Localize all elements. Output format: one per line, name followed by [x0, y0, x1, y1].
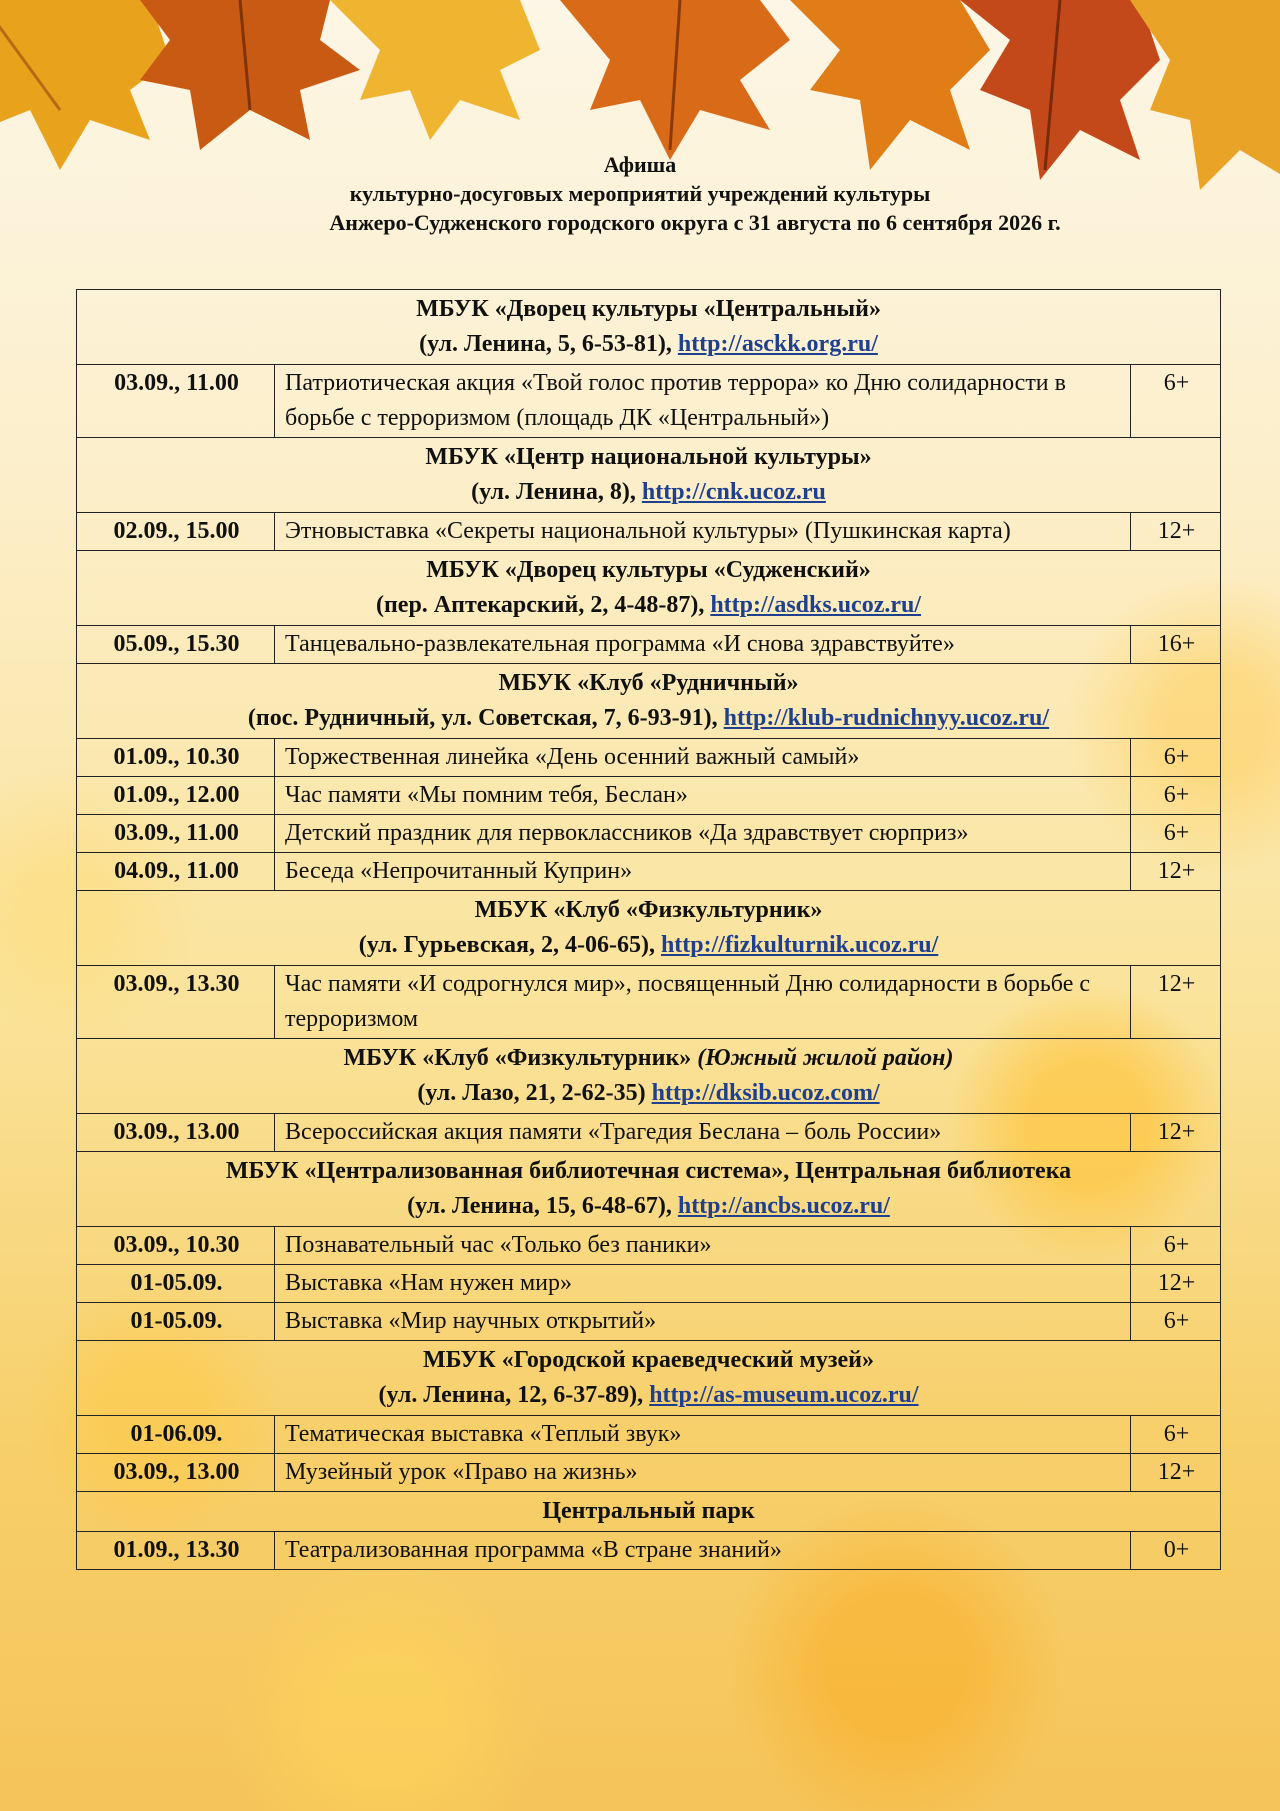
event-age-rating: 12+	[1131, 853, 1221, 891]
venue-link[interactable]: http://klub-rudnichnyy.ucoz.ru/	[723, 705, 1050, 731]
venue-row	[77, 551, 1221, 626]
venue-address: (ул. Гурьевская, 2, 4-06-65),	[358, 932, 655, 958]
venue-address-line	[83, 701, 1214, 736]
event-age-rating: 6+	[1131, 365, 1221, 438]
event-title: Патриотическая акция «Твой голос против террора» ко Дню солидарности в борьбе с терроризмом (площадь ДК «Центральный»)	[275, 365, 1131, 438]
venue-address-line	[83, 588, 1214, 623]
event-row	[77, 1532, 1221, 1570]
venue-address-line	[83, 327, 1214, 362]
venue-row	[77, 664, 1221, 739]
venue-name: МБУК «Центр национальной культуры»	[425, 444, 872, 470]
maple-leaf-icon	[140, 0, 360, 150]
event-age-rating: 12+	[1131, 513, 1221, 551]
event-row	[77, 626, 1221, 664]
venue-name: МБУК «Дворец культуры «Центральный»	[416, 296, 881, 322]
venue-name-line	[83, 1041, 1214, 1076]
event-age-rating: 6+	[1131, 739, 1221, 777]
venue-name: Центральный парк	[542, 1498, 755, 1524]
venue-row	[77, 1039, 1221, 1114]
event-title: Этновыставка «Секреты национальной культуры» (Пушкинская карта)	[275, 513, 1131, 551]
event-date: 01.09., 13.30	[77, 1532, 275, 1570]
event-date: 04.09., 11.00	[77, 853, 275, 891]
event-row	[77, 815, 1221, 853]
venue-link[interactable]: http://ancbs.ucoz.ru/	[677, 1193, 890, 1219]
venue-address-line	[83, 1076, 1214, 1111]
venue-name: МБУК «Клуб «Физкультурник»	[474, 897, 823, 923]
venue-address: (ул. Ленина, 8),	[471, 479, 636, 505]
event-date: 03.09., 13.30	[77, 966, 275, 1039]
event-row	[77, 966, 1221, 1039]
venue-link[interactable]: http://as-museum.ucoz.ru/	[649, 1382, 919, 1408]
event-row	[77, 1454, 1221, 1492]
event-age-rating: 0+	[1131, 1532, 1221, 1570]
venue-link[interactable]: http://asdks.ucoz.ru/	[710, 592, 922, 618]
event-date: 02.09., 15.00	[77, 513, 275, 551]
event-title: Познавательный час «Только без паники»	[275, 1227, 1131, 1265]
event-age-rating: 6+	[1131, 815, 1221, 853]
venue-row	[77, 1492, 1221, 1532]
maple-leaf-icon	[560, 0, 790, 160]
event-date: 03.09., 13.00	[77, 1114, 275, 1152]
event-date: 01-05.09.	[77, 1303, 275, 1341]
venue-row	[77, 290, 1221, 365]
event-row	[77, 777, 1221, 815]
maple-leaf-icon	[330, 0, 540, 140]
venue-address: (ул. Ленина, 15, 6-48-67),	[407, 1193, 672, 1219]
venue-row	[77, 891, 1221, 966]
event-age-rating: 6+	[1131, 1227, 1221, 1265]
event-title: Всероссийская акция памяти «Трагедия Беслана – боль России»	[275, 1114, 1131, 1152]
venue-link[interactable]: http://asckk.org.ru/	[677, 331, 878, 357]
poster-header	[0, 150, 1280, 237]
event-title: Детский праздник для первоклассников «Да здравствует сюрприз»	[275, 815, 1131, 853]
event-age-rating: 12+	[1131, 1114, 1221, 1152]
event-date: 03.09., 11.00	[77, 365, 275, 438]
event-row	[77, 1227, 1221, 1265]
event-date: 01-05.09.	[77, 1265, 275, 1303]
event-title: Час памяти «Мы помним тебя, Беслан»	[275, 777, 1131, 815]
event-title: Выставка «Нам нужен мир»	[275, 1265, 1131, 1303]
venue-link[interactable]: http://fizkulturnik.ucoz.ru/	[660, 932, 939, 958]
event-age-rating: 6+	[1131, 1416, 1221, 1454]
venue-address: (пос. Рудничный, ул. Советская, 7, 6-93-91),	[247, 705, 718, 731]
event-row	[77, 1303, 1221, 1341]
venue-name: МБУК «Городской краеведческий музей»	[423, 1347, 874, 1373]
event-date: 01.09., 12.00	[77, 777, 275, 815]
maple-leaf-icon	[790, 0, 990, 170]
event-row	[77, 853, 1221, 891]
event-row	[77, 513, 1221, 551]
venue-name-note: (Южный жилой район)	[697, 1045, 954, 1071]
venue-address-line	[83, 928, 1214, 963]
event-title: Театрализованная программа «В стране знаний»	[275, 1532, 1131, 1570]
events-table	[76, 289, 1221, 1570]
venue-name: МБУК «Клуб «Физкультурник»	[343, 1045, 692, 1071]
venue-address: (пер. Аптекарский, 2, 4-48-87),	[375, 592, 705, 618]
event-date: 03.09., 11.00	[77, 815, 275, 853]
venue-row	[77, 438, 1221, 513]
venue-row	[77, 1341, 1221, 1416]
event-age-rating: 12+	[1131, 966, 1221, 1039]
event-date: 03.09., 13.00	[77, 1454, 275, 1492]
event-title: Музейный урок «Право на жизнь»	[275, 1454, 1131, 1492]
venue-address: (ул. Ленина, 5, 6-53-81),	[419, 331, 672, 357]
event-title: Тематическая выставка «Теплый звук»	[275, 1416, 1131, 1454]
venue-name: МБУК «Клуб «Рудничный»	[498, 670, 799, 696]
maple-leaf-icon	[0, 0, 170, 170]
event-age-rating: 12+	[1131, 1454, 1221, 1492]
event-age-rating: 12+	[1131, 1265, 1221, 1303]
venue-address: (ул. Лазо, 21, 2-62-35)	[417, 1080, 646, 1106]
venue-address: (ул. Ленина, 12, 6-37-89),	[378, 1382, 644, 1408]
event-row	[77, 365, 1221, 438]
event-age-rating: 6+	[1131, 777, 1221, 815]
event-date: 05.09., 15.30	[77, 626, 275, 664]
venue-row	[77, 1152, 1221, 1227]
event-title: Час памяти «И содрогнулся мир», посвященный Дню солидарности в борьбе с терроризмом	[275, 966, 1131, 1039]
event-title: Выставка «Мир научных открытий»	[275, 1303, 1131, 1341]
header-title: Афиша	[603, 152, 677, 177]
event-age-rating: 16+	[1131, 626, 1221, 664]
venue-link[interactable]: http://dksib.ucoz.com/	[651, 1080, 880, 1106]
event-row	[77, 1265, 1221, 1303]
venue-link[interactable]: http://cnk.ucoz.ru	[641, 479, 826, 505]
header-period: Анжеро-Судженского городского округа с 31 августа по 6 сентября 2026 г.	[329, 210, 1061, 235]
event-age-rating: 6+	[1131, 1303, 1221, 1341]
event-title: Танцевально-развлекательная программа «И снова здравствуйте»	[275, 626, 1131, 664]
event-row	[77, 1416, 1221, 1454]
venue-address-line	[83, 1189, 1214, 1224]
header-subtitle: культурно-досуговых мероприятий учреждений культуры	[349, 181, 931, 206]
event-row	[77, 739, 1221, 777]
event-row	[77, 1114, 1221, 1152]
event-title: Беседа «Непрочитанный Куприн»	[275, 853, 1131, 891]
event-date: 03.09., 10.30	[77, 1227, 275, 1265]
event-date: 01.09., 10.30	[77, 739, 275, 777]
venue-name: МБУК «Дворец культуры «Судженский»	[426, 557, 871, 583]
venue-name: МБУК «Централизованная библиотечная система», Центральная библиотека	[225, 1158, 1072, 1184]
event-date: 01-06.09.	[77, 1416, 275, 1454]
venue-address-line	[83, 475, 1214, 510]
venue-address-line	[83, 1378, 1214, 1413]
event-title: Торжественная линейка «День осенний важный самый»	[275, 739, 1131, 777]
